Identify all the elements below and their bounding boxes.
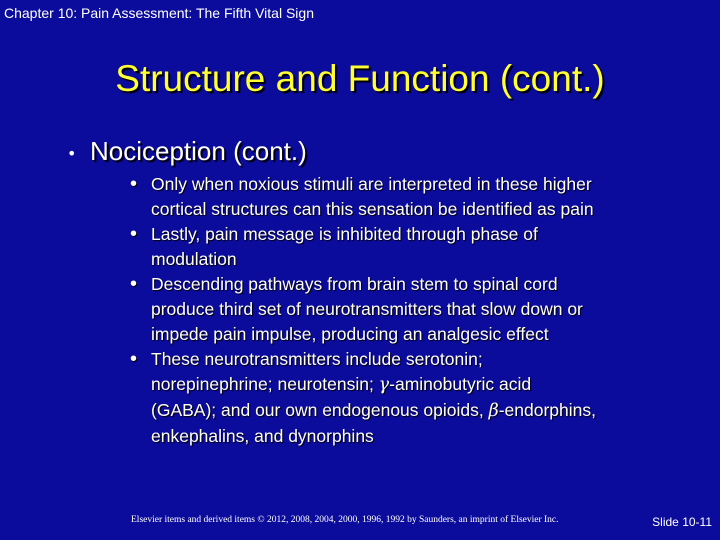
line-text: (GABA); and our own endogenous opioids, (151, 400, 489, 420)
bullet-line: enkephalins, and dynorphins (151, 426, 374, 446)
list-item (130, 347, 700, 449)
slide-title: Structure and Function (cont.) (115, 58, 605, 99)
bullet-line: impede pain impulse, producing an analgesic effect (151, 324, 549, 344)
bullet-line: Lastly, pain message is inhibited through phase of (151, 224, 538, 244)
bullet-line (151, 372, 700, 398)
line-text: -endorphins, (498, 400, 596, 420)
level1-bullet-icon: • (67, 144, 77, 163)
bullet-line: Only when noxious stimuli are interpreted in these higher (151, 174, 592, 194)
line-text: -aminobutyric acid (389, 374, 532, 394)
bullet-icon: • (130, 273, 138, 295)
bullet-icon: • (130, 223, 138, 245)
bullet-line: Descending pathways from brain stem to spinal cord (151, 274, 558, 294)
level1-heading: Nociception (cont.) (90, 136, 307, 166)
bullet-line (151, 398, 700, 424)
bullet-line: cortical structures can this sensation be identified as pain (151, 199, 594, 219)
bullet-icon: • (130, 173, 138, 195)
bullet-line: modulation (151, 249, 237, 269)
list-item (130, 172, 700, 222)
chapter-header: Chapter 10: Pain Assessment: The Fifth Vital Sign (4, 5, 314, 21)
slide-number: Slide 10-11 (652, 515, 712, 529)
bullet-icon: • (130, 348, 138, 370)
line-text: norepinephrine; neurotensin; (151, 374, 379, 394)
bullet-line: produce third set of neurotransmitters that slow down or (151, 299, 583, 319)
copyright-notice: Elsevier items and derived items © 2012, 2008, 2004, 2000, 1996, 1992 by Saunders, an imprint of Elsevier Inc. (131, 515, 559, 525)
list-item (130, 222, 700, 272)
bullet-line: These neurotransmitters include serotonin; (151, 349, 483, 369)
beta-symbol: β (488, 401, 499, 421)
gamma-symbol: γ (378, 375, 390, 395)
list-item (130, 272, 700, 347)
sub-bullet-list (130, 172, 700, 449)
